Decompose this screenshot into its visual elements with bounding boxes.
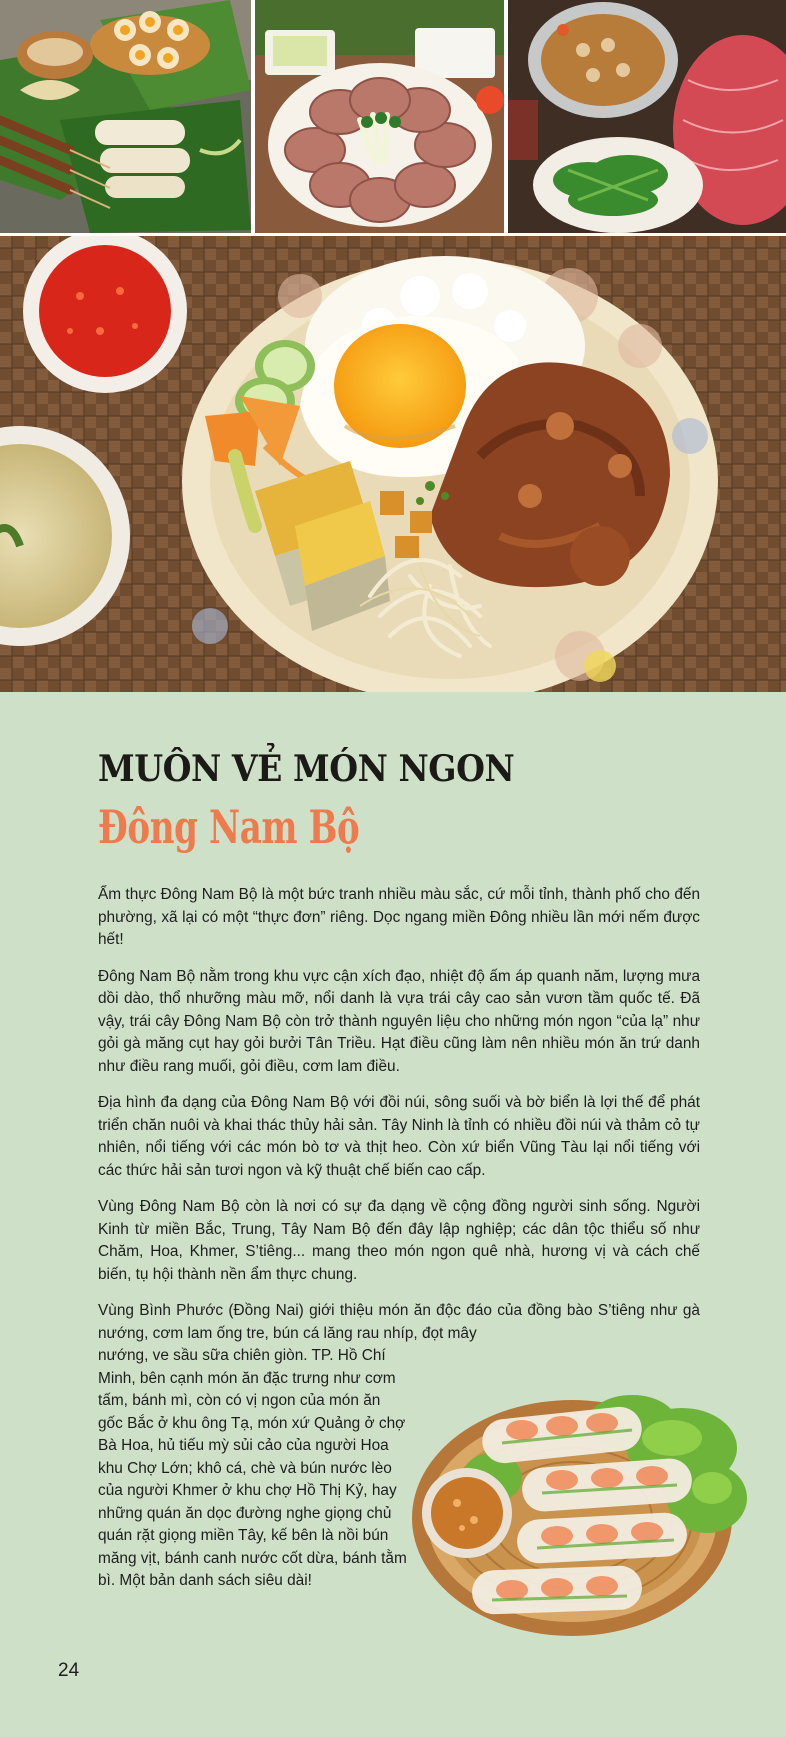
- body-paragraph-1: Ẩm thực Đông Nam Bộ là một bức tranh nhiều màu sắc, cứ mỗi tỉnh, thành phố cho đến phường, xã lại có một “thực đơn” riêng. Dọc ngang miền Đông nhiều lần mới nếm được hết!: [98, 886, 700, 948]
- com-tam-hero-photo: [0, 236, 786, 692]
- body-paragraph-2: Đông Nam Bộ nằm trong khu vực cận xích đạo, nhiệt độ ấm áp quanh năm, lượng mưa dồi dào, thổ nhưỡng màu mỡ, nổi danh là vựa trái cây cao sản vươn tầm quốc tế. Đã vậy, trái cây Đông Nam Bộ còn trở thành nguyên liệu cho những món ngon “của lạ” như gỏi gà măng cụt hay gỏi bưởi Tân Triều. Hạt điều cũng làm nên nhiều món ăn trứ danh như điều rang muối, gỏi điều, cơm lam điều.: [98, 967, 700, 1075]
- street-food-photo: [0, 0, 251, 233]
- sliced-pork-photo: [255, 0, 504, 233]
- top-photo-strip: [0, 0, 786, 236]
- hot-pot-photo: [508, 0, 786, 233]
- body-paragraph-3: Địa hình đa dạng của Đông Nam Bộ với đồi núi, sông suối và bờ biển là lợi thế để phát triển chăn nuôi và khai thác thủy hải sản. Tây Ninh là tỉnh có nhiều đồi núi và thảm cỏ tự nhiên, nổi tiếng với các món bò tơ và thịt heo. Còn xứ biển Vũng Tàu lại nổi tiếng với các thức hải sản tươi ngon và kỹ thuật chế biến cao cấp.: [98, 1094, 700, 1179]
- spring-rolls-photo: [412, 1368, 748, 1638]
- body-paragraph-4: Vùng Đông Nam Bộ còn là nơi có sự đa dạng về cộng đồng người sinh sống. Người Kinh từ miền Bắc, Trung, Tây Nam Bộ đến đây lập nghiệp; các dân tộc thiểu số như Chăm, Hoa, Khmer, S’tiêng... mang theo món ngon quê nhà, hương vị và cách chế biến, tụ hội thành nền ẩm thực chung.: [98, 1198, 700, 1283]
- article-title: MUÔN VẺ MÓN NGON: [98, 748, 515, 790]
- article-subtitle: Đông Nam Bộ: [98, 800, 360, 854]
- page-number: 24: [58, 1660, 80, 1681]
- body-paragraph-5-wrapped: nướng, ve sầu sữa chiên giòn. TP. Hồ Chí Minh, bên cạnh món ăn đặc trưng như cơm tấm, bánh mì, còn có vị ngon của món ăn gốc Bắc ở khu ông Tạ, món xứ Quảng ở chợ Bà Hoa, hủ tiếu mỳ sủi cảo của người Hoa khu Chợ Lớn; khô cá, chè và bún nước lèo của người Khmer ở khu chợ Hồ Thị Kỷ, hay những quán ăn dọc đường nghe giọng chủ quán rặt giọng miền Tây, kế bên là nồi bún măng vịt, bánh canh nước cốt dừa, bánh tằm bì. Một bản danh sách siêu dài!: [98, 1347, 407, 1589]
- body-paragraph-5-full-width: Vùng Bình Phước (Đồng Nai) giới thiệu món ăn độc đáo của đồng bào S’tiêng như gà nướng, cơm lam ống tre, bún cá lăng rau nhíp, đọt mây: [98, 1302, 700, 1342]
